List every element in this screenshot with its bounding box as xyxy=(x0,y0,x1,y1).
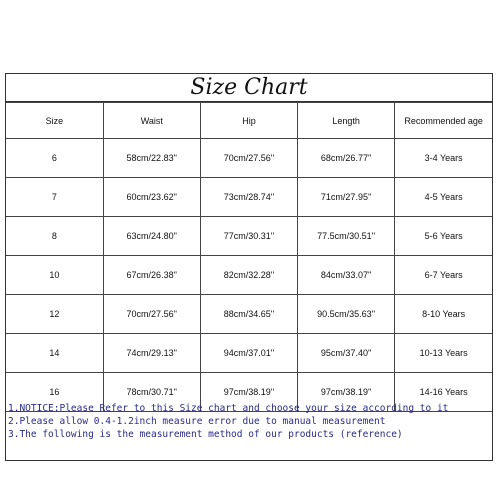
header-hip: Hip xyxy=(200,103,297,139)
cell-length: 77.5cm/30.51'' xyxy=(298,217,395,256)
cell-length: 71cm/27.95'' xyxy=(298,178,395,217)
cell-size: 16 xyxy=(6,373,103,412)
cell-recommended-age: 4-5 Years xyxy=(395,178,492,217)
cell-hip: 82cm/32.28'' xyxy=(200,256,297,295)
cell-waist: 74cm/29.13'' xyxy=(103,334,200,373)
table-row xyxy=(6,217,492,256)
table-header-row xyxy=(6,103,492,139)
header-waist: Waist xyxy=(103,103,200,139)
cell-length: 68cm/26.77'' xyxy=(298,139,395,178)
notes-section xyxy=(6,402,492,441)
note-line-2: 2.Please allow 0.4-1.2inch measure error due to manual measurement xyxy=(8,416,386,427)
table-row xyxy=(6,334,492,373)
cell-size: 10 xyxy=(6,256,103,295)
note-line-1: 1.NOTICE:Please Refer to this Size chart and choose your size according to it xyxy=(8,403,449,414)
header-length: Length xyxy=(298,103,395,139)
cell-size: 12 xyxy=(6,295,103,334)
table-row xyxy=(6,139,492,178)
cell-recommended-age: 6-7 Years xyxy=(395,256,492,295)
cell-recommended-age: 14-16 Years xyxy=(395,373,492,412)
cell-size: 8 xyxy=(6,217,103,256)
cell-waist: 58cm/22.83'' xyxy=(103,139,200,178)
cell-hip: 73cm/28.74'' xyxy=(200,178,297,217)
cell-recommended-age: 5-6 Years xyxy=(395,217,492,256)
cell-length: 90.5cm/35.63'' xyxy=(298,295,395,334)
cell-size: 14 xyxy=(6,334,103,373)
table-row xyxy=(6,178,492,217)
header-recommended-age: Recommended age xyxy=(395,103,492,139)
cell-waist: 78cm/30.71'' xyxy=(103,373,200,412)
table-row xyxy=(6,295,492,334)
cell-waist: 70cm/27.56'' xyxy=(103,295,200,334)
cell-hip: 77cm/30.31'' xyxy=(200,217,297,256)
table-row xyxy=(6,256,492,295)
cell-hip: 88cm/34.65'' xyxy=(200,295,297,334)
cell-hip: 70cm/27.56'' xyxy=(200,139,297,178)
cell-recommended-age: 10-13 Years xyxy=(395,334,492,373)
cell-waist: 60cm/23.62'' xyxy=(103,178,200,217)
header-size: Size xyxy=(6,103,103,139)
cell-hip: 97cm/38.19'' xyxy=(200,373,297,412)
chart-title: Size Chart xyxy=(6,74,492,102)
cell-length: 95cm/37.40'' xyxy=(298,334,395,373)
cell-recommended-age: 8-10 Years xyxy=(395,295,492,334)
cell-length: 97cm/38.19'' xyxy=(298,373,395,412)
cell-waist: 67cm/26.38'' xyxy=(103,256,200,295)
size-table xyxy=(6,102,492,412)
cell-length: 84cm/33.07'' xyxy=(298,256,395,295)
cell-size: 6 xyxy=(6,139,103,178)
cell-hip: 94cm/37.01'' xyxy=(200,334,297,373)
size-chart-frame xyxy=(5,73,493,461)
cell-size: 7 xyxy=(6,178,103,217)
cell-waist: 63cm/24.80'' xyxy=(103,217,200,256)
note-line-3: 3.The following is the measurement method of our products (reference) xyxy=(8,429,403,440)
cell-recommended-age: 3-4 Years xyxy=(395,139,492,178)
